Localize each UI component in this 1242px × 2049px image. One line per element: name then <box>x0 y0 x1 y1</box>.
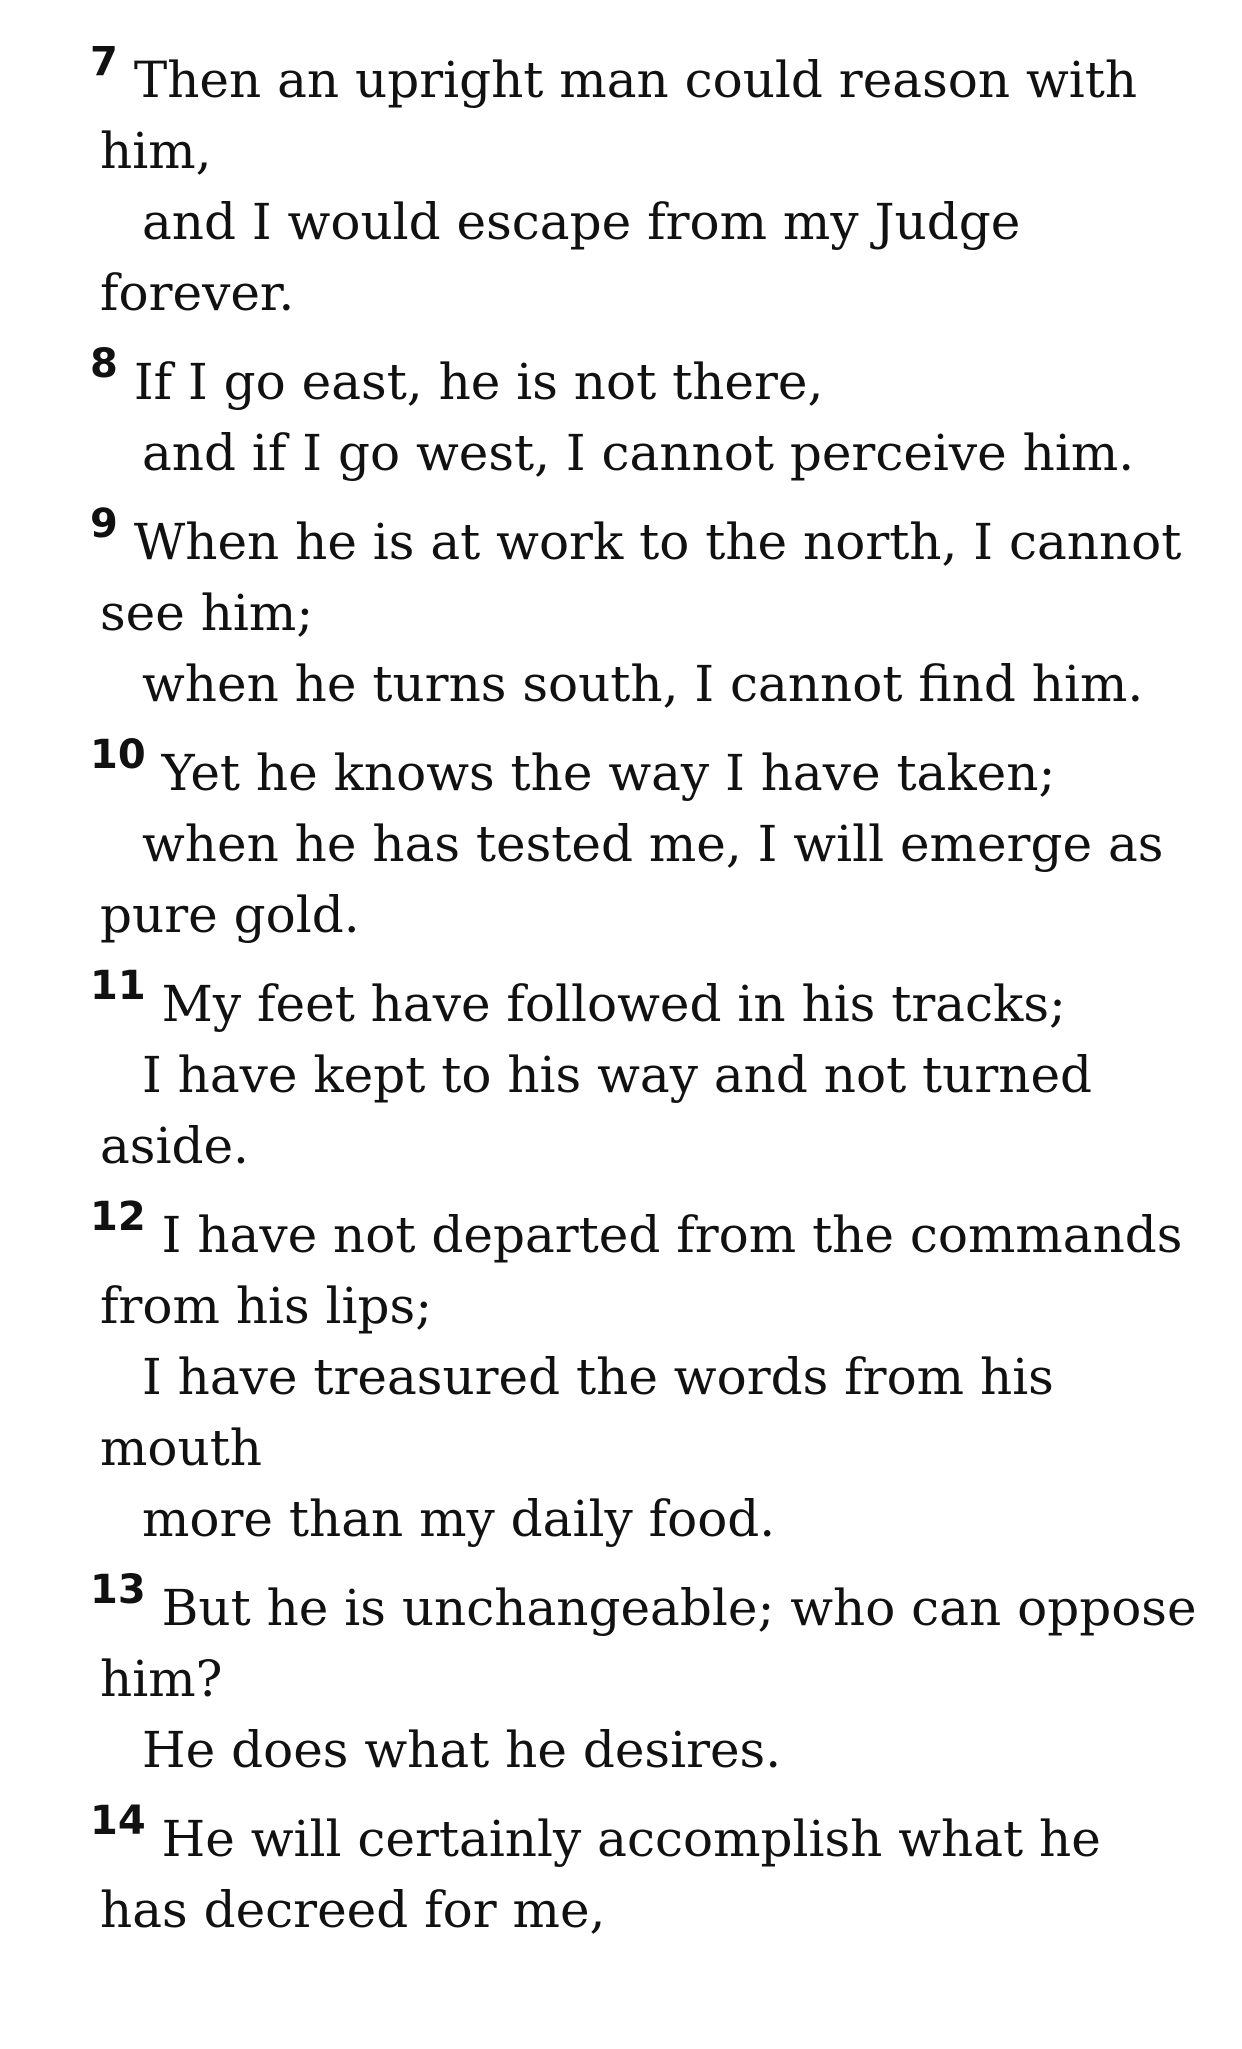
verse-line: I have treasured the words from his <box>142 1348 1054 1406</box>
verse-line: mouth <box>100 1419 263 1477</box>
verse-7 <box>90 39 1220 329</box>
verse-12 <box>90 1182 1220 1555</box>
verse-line <box>90 1786 1220 1875</box>
verse-text: If I go east, he is not there, <box>133 353 824 411</box>
verse-9 <box>90 489 1220 720</box>
verse-line <box>90 329 1220 418</box>
verse-text: When he is at work to the north, I cannot <box>133 513 1182 571</box>
verse-line: him? <box>100 1650 223 1708</box>
verse-line <box>90 39 1220 116</box>
verse-line: He does what he desires. <box>142 1721 782 1779</box>
verse-number: 7 <box>90 39 118 85</box>
verse-number: 13 <box>90 1567 146 1613</box>
verse-text: But he is unchangeable; who can oppose <box>161 1579 1197 1637</box>
verse-line: forever. <box>100 264 295 322</box>
verse-line <box>90 489 1220 578</box>
verse-10 <box>90 720 1220 951</box>
verse-text: Yet he knows the way I have taken; <box>161 744 1056 802</box>
verse-line: and if I go west, I cannot perceive him. <box>142 424 1135 482</box>
verse-number: 12 <box>90 1194 146 1240</box>
verse-line <box>90 1555 1220 1644</box>
verse-text: He will certainly accomplish what he <box>161 1810 1101 1868</box>
verse-line: when he has tested me, I will emerge as <box>142 815 1164 873</box>
verse-number: 9 <box>90 501 118 547</box>
verse-8 <box>90 329 1220 489</box>
verse-line <box>90 720 1220 809</box>
verse-number: 8 <box>90 341 118 387</box>
verse-14 <box>90 1786 1220 1946</box>
verse-number: 14 <box>90 1798 146 1844</box>
verse-11 <box>90 951 1220 1182</box>
verse-text: My feet have followed in his tracks; <box>161 975 1066 1033</box>
scripture-text <box>90 39 1220 1946</box>
verse-line: and I would escape from my Judge <box>142 193 1021 251</box>
verse-line: more than my daily food. <box>142 1490 776 1548</box>
verse-line <box>90 951 1220 1040</box>
verse-line: see him; <box>100 584 314 642</box>
verse-line: I have kept to his way and not turned <box>142 1046 1093 1104</box>
verse-text: I have not departed from the commands <box>161 1206 1183 1264</box>
verse-text: Then an upright man could reason with <box>133 51 1138 109</box>
verse-number: 11 <box>90 963 146 1009</box>
verse-line: pure gold. <box>100 886 360 944</box>
verse-line: aside. <box>100 1117 249 1175</box>
verse-line: when he turns south, I cannot find him. <box>142 655 1144 713</box>
verse-line: from his lips; <box>100 1277 433 1335</box>
verse-13 <box>90 1555 1220 1786</box>
verse-line <box>90 1182 1220 1271</box>
verse-line: has decreed for me, <box>100 1881 606 1939</box>
verse-number: 10 <box>90 732 146 778</box>
verse-line: him, <box>100 122 212 180</box>
